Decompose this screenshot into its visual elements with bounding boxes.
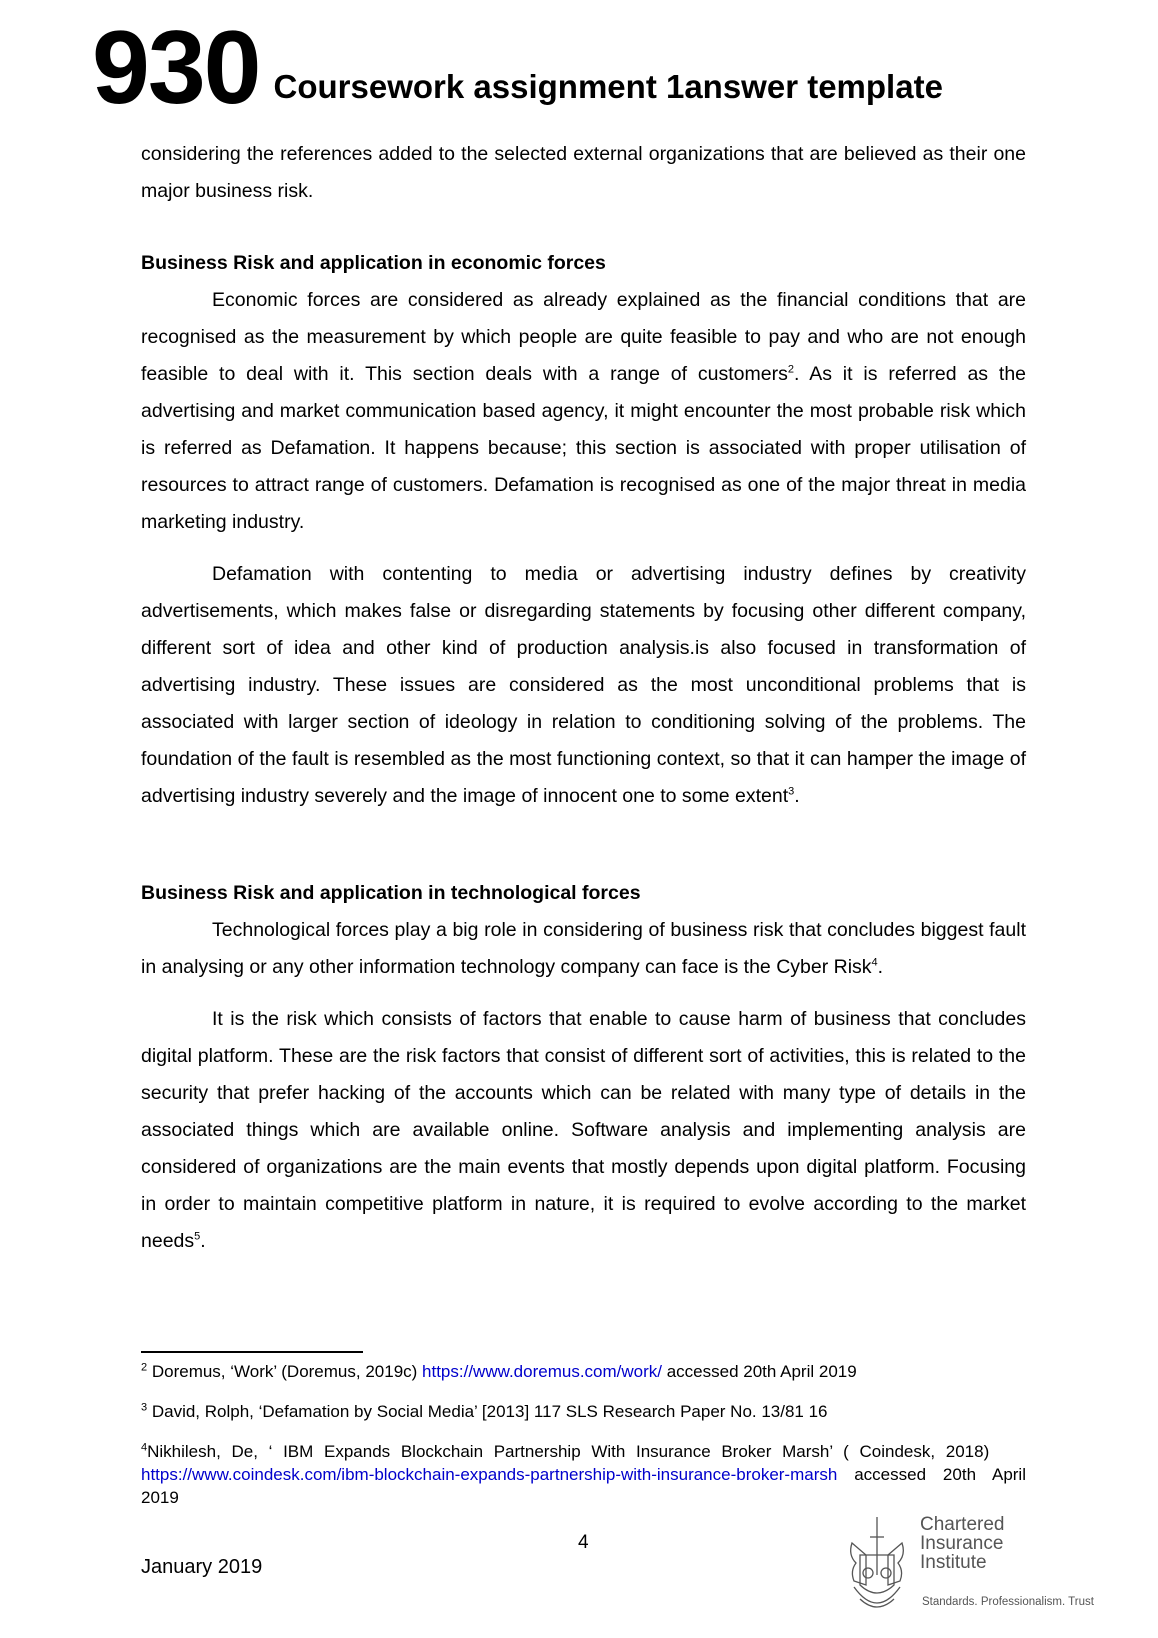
document-header xyxy=(92,10,943,126)
footnote-link[interactable]: https://www.coindesk.com/ibm-blockchain-expands-partnership-with-insurance-broker-marsh xyxy=(141,1465,838,1484)
cii-logo: Chartered Insurance Institute xyxy=(846,1515,1005,1621)
paragraph: Technological forces play a big role in considering of business risk that concludes biggest fault in analysing or any other information technology company can face is the Cyber Risk$^4$. xyxy=(141,919,1026,978)
intro-paragraph: considering the references added to the selected external organizations that are believed as their one major business risk. xyxy=(141,143,1026,202)
footnote-2: $^2$ Doremus, ‘Work’ (Doremus, 2019c) https://www.doremus.com/work/ accessed 20th April 2019 xyxy=(141,1361,857,1381)
section-heading: Business Risk and application in economic forces xyxy=(141,252,606,274)
footnote-link[interactable]: https://www.doremus.com/work/ xyxy=(422,1362,662,1381)
paragraph: Defamation with contenting to media or advertising industry defines by creativity advertisements, which makes false or disregarding statements by focusing other different company, different sort of idea and other kind of production analysis.is also focused in transformation of advertising industry. These issues are considered as the most unconditional problems that is associated with larger section of ideology in relation to conditioning solving of the problems. The foundation of the fault is resembled as the most functioning context, so that it can hamper the image of advertising industry severely and the image of innocent one to some extent$^3$. xyxy=(141,563,1026,807)
coat-of-arms-icon xyxy=(846,1515,908,1621)
page-number: 4 xyxy=(578,1532,589,1553)
section-economic xyxy=(141,245,1026,815)
paragraph: It is the risk which consists of factors that enable to cause harm of business that concludes digital platform. These are the risk factors that consist of different sort of activities, this is related to the security that prefer hacking of the accounts which can be related with many type of details in the associated things which are available online. Software analysis and implementing analysis are considered of organizations are the main events that mostly depends upon digital platform. Focusing in order to maintain competitive platform in nature, it is required to evolve according to the market needs$^5$. xyxy=(141,1008,1026,1252)
footnote-3: $^3$ David, Rolph, ‘Defamation by Social Media’ [2013] 117 SLS Research Paper No. 13/81 16 xyxy=(141,1401,828,1421)
footnote-separator xyxy=(141,1351,363,1353)
section-technological xyxy=(141,875,1026,1260)
footnote-4: $^4$Nikhilesh, De, ‘ IBM Expands Blockchain Partnership With Insurance Broker Marsh’ ( Coindesk, 2018) https://www.coindesk.com/ibm-blockchain-expands-partnership-with-insurance-broker-marsh accessed 20th April 2019 xyxy=(141,1441,1026,1507)
footer-date: January 2019 xyxy=(141,1556,263,1578)
logo-tagline: Standards. Professionalism. Trust xyxy=(922,1596,1094,1608)
module-number: 930 xyxy=(92,10,260,126)
section-heading: Business Risk and application in technological forces xyxy=(141,882,641,904)
paragraph: Economic forces are considered as already explained as the financial conditions that are recognised as the measurement by which people are quite feasible to pay and who are not enough feasible to deal with it. This section deals with a range of customers$^2$. As it is referred as the advertising and market communication based agency, it might encounter the most probable risk which is referred as Defamation. It happens because; this section is associated with proper utilisation of resources to attract range of customers. Defamation is recognised as one of the major threat in media marketing industry. xyxy=(141,289,1027,533)
document-title: Coursework assignment 1answer template xyxy=(273,68,943,105)
